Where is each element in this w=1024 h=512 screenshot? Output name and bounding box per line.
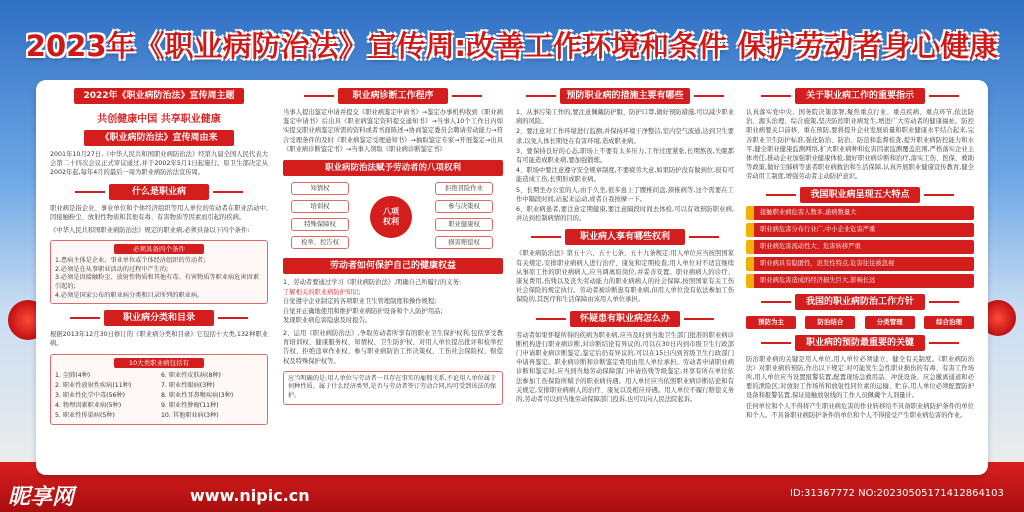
right-item: 检举、控告权 [291, 236, 349, 249]
right-item: 职业健康权 [435, 218, 493, 231]
theme-slogan: 共创健康中国 共享职业健康 [97, 114, 221, 125]
prevent-item: 2、要注意对工作环境进行监测,并保持环境干净整洁,室内空气流通,达到卫生要求,以免人体长期处在有害环境,造成职业病。 [516, 128, 734, 145]
page-title: 2023年《职业病防治法》宣传周:改善工作环境和条件 保护劳动者身心健康 [25, 29, 999, 63]
protect-header: 劳动者如何保护自己的健康权益 [283, 258, 503, 274]
prevent-header: 预防职业病的措施主要有哪些 [560, 88, 690, 104]
conditions-box [50, 240, 268, 304]
category-item: 1. 尘肺(4种) [55, 371, 91, 379]
protect-item: 了解相关的职业病防护知识; [283, 289, 361, 297]
protect-text-2: 2、运用《职业病防治法》,争取劳动者所享有的职业卫生保护权利,包括享受教育培训权、健康服务权、知情权、卫生防护权、对用人单位提出批评和检举控告权、拒绝违章作业权、参与职业病防治工作决策权、工伤社会保险权、赔偿权及特殊保护权等。 [283, 330, 503, 365]
condition-item: 4.必须是国家公布的职业病分类和目录所列的职业病。 [55, 291, 204, 299]
protect-item: 自觉遵守企业制定的各项职业卫生管理制度和操作规程; [283, 298, 437, 306]
feature-item: 接触职业病危害人数多,患病数量大 [746, 206, 974, 220]
category-item: 6. 职业性皮肤病(8种) [161, 371, 221, 379]
category-item: 4. 物理因素职业病(5种) [55, 401, 122, 409]
watermark-url: www.nipic.cn [190, 486, 310, 505]
column-1 [50, 88, 268, 468]
suspect-header: 怀疑患有职业病怎么办 [570, 311, 680, 327]
condition-item: 3.必须是因接触粉尘、放射性物质和其他有毒、有害物质等职业病危害因素引起的; [55, 274, 259, 290]
conditions-header: 必须具备四个条件 [114, 244, 204, 254]
feature-item: 职业病危害流动性大、危害转移严重 [746, 240, 974, 254]
eight-rights-diagram [283, 182, 503, 252]
right-item: 拒绝冒险作业 [435, 182, 493, 195]
notice-box [283, 371, 503, 405]
condition-item: 2.必须是在从事职业活动的过程中产生的; [55, 265, 169, 273]
category-item: 5. 职业性传染病(5种) [55, 411, 115, 419]
ten-categories-box [50, 354, 268, 425]
protect-item: 发现职业病危害隐患及时报告。 [283, 316, 372, 324]
policy-item: 综合治理 [924, 316, 974, 329]
category-item: 8. 职业性耳鼻喉疾病(3种) [161, 391, 234, 399]
policy-header: 我国的职业病防治工作方针 [795, 294, 925, 310]
prevent-item: 1、从事污染工作的,要注意佩戴防护服、防护口罩,做好预防措施,可以减少职业病的风险。 [516, 109, 734, 126]
ten-categories-header: 10大类职业病包括有 [114, 358, 204, 368]
instruction-header: 关于职业病工作的重要指示 [795, 88, 925, 104]
origin-text: 2001年10月27日,《中华人民共和国职业病防治法》经第九届全国人民代表大会第二十四次会议正式审议通过,并于2002年5月1日起施行。原卫生部决定从2002年起,每年4月的最后一周为职业病防治法宣传周。 [50, 151, 268, 177]
catalog-header: 职业病分类和目录 [104, 310, 214, 326]
feature-item: 职业病危害造成的经济损失巨大,影响长远 [746, 274, 974, 288]
procedure-header: 职业病诊断工作程序 [338, 88, 448, 104]
instruction-text: 认真落实党中央、国务院决策部署,聚焦重点行业、重点疾病、重点环节,依法防治、源头治理、综合施策,坚决防控职业病发生,增进广大劳动者的健康福祉。防控职业病要关口前移、重在预防,要将提升企业发展质量和职业健康水平结合起来,完善职业卫生防护标准,强化防治、防治、防范和监督检查,提升职业病防控能力和水平,健全职业健康监测网络,扩大职业病种和危害因素监测覆盖范围,严格落实企业主体责任,推动企业加强职业健康体检,做好职业病诊断和治疗,落实工伤、医保、救助等政策,做好尘肺病等患者职业病救治和生活保障,认真开展职业健康宣传教育,健全劳动用工制度,增强劳动者主动防护意识。 [746, 109, 974, 181]
prevent-item: 3、要保持良好的心态,职场上不要有太多压力,工作过度紧张,长期熬夜,失眠都有可能造成职业病,要加强锻炼。 [516, 147, 734, 165]
policy-item: 分类管理 [865, 316, 915, 329]
feature-header: 我国职业病呈现五大特点 [800, 187, 920, 203]
watermark-logo: 昵享网 [8, 485, 75, 510]
column-4 [746, 88, 974, 468]
patient-rights-text: 《职业病防治法》第五十六、五十七条、五十九条规定:用人单位应当按照国家有关规定,安排职业病病人进行治疗、康复和定期检查;用人单位对不适宜继续从事原工作的职业病病人,应当调离原岗位,并妥善安置。职业病病人的诊疗、康复费用,伤残以及丧失劳动能力的职业病病人的社会保障,按照国家有关工伤社会保险的规定执行。劳动者被诊断患有职业病,但用人单位没有依法参加工伤保险的,其医疗和生活保障由该用人单位承担。 [516, 250, 734, 304]
suspect-text: 劳动者如果怀疑所得的疾病为职业病,应当及时到当地卫生部门批准的职业病诊断机构进行职业病诊断,对诊断结论有异议的,可以在30日内到市级卫生行政部门申请职业病诊断鉴定,鉴定后仍有异议的,可以在15日内到省级卫生行政部门申请再鉴定。职业病诊断和诊断鉴定费用由用人单位承担。劳动者申请职业病诊断和鉴定时,应当到当地劳动保障部门申请伤残等级鉴定,并享有所在单位依法参加工伤保险所赋予的职业病待遇。用人单位应当依照职业病诊断结论和有关规定,安排职业病病人的治疗、康复以及相应待遇。用人单位不履行赔偿义务的,劳动者可以到当地劳动保障部门投诉,也可以向人民法院起诉。 [516, 331, 734, 404]
theme-header: 2022年《职业病防治法》宣传周主题 [74, 88, 244, 104]
column-3 [516, 88, 734, 468]
what-text-2: 《中华人民共和国职业病防治法》规定的职业病,必须具备以下四个条件: [50, 227, 250, 235]
watermark-id: ID:31367772 NO:20230505171412864103 [790, 488, 1004, 499]
right-item: 知情权 [291, 182, 349, 195]
what-text-1: 职业病是指企业、事业单位和个体经济组织等用人单位的劳动者在职业活动中,因接触粉尘、放射性物质和其他有毒、有害物质等因素而引起的疾病。 [50, 204, 268, 221]
protect-item: 自觉并正确地使用和维护职业病防护设备和个人防护用品; [283, 307, 443, 315]
feature-item: 职业病具有隐匿性、迟发性特点,危害往往被忽视 [746, 257, 974, 271]
feature-item: 职业病危害分布行业广,中小企业危害严重 [746, 223, 974, 237]
rights-center-label: 八项 权利 [383, 207, 399, 227]
rights-header: 职业病防治法赋予劳动者的八项权利 [283, 160, 503, 176]
policy-item: 预防为主 [746, 316, 796, 329]
policy-item: 防治结合 [805, 316, 855, 329]
condition-item: 1.患病主体是企业、事业单位或个体经济组织的劳动者; [55, 257, 206, 265]
key-header: 职业病的预防最重要的关键 [795, 335, 925, 351]
prevent-item: 5、长期坐办公室的人,由于久坐,很多患上了腰椎间盘,颈椎病等,这个需要在工作中隔段时间,站起来运动,或者自我按摩一下。 [516, 186, 734, 203]
protect-text-1: 1、劳动者要通过学习《职业病防治法》,明确自己所履行的义务: [283, 279, 462, 287]
policy-row [746, 316, 974, 329]
category-item: 10. 其他职业病(3种) [161, 411, 219, 419]
key-text: 防治职业病的关键是用人单位,用人单位必须建立、健全有关制度。《职业病防治法》对职业病的预防,作出以下规定:对可能发生急性职业损伤的有毒、有害工作场所,用人单位应当设置报警装置,配置现场急救用品、冲洗设备、应急撤离通道和必要的泄险区;对放射工作场所和放射性同位素的运输、贮存,用人单位必须配置防护设备和报警装置,保证接触放射线的工作人员佩戴个人剂量计。 [746, 355, 974, 400]
category-item: 7. 职业性眼病(3种) [161, 381, 215, 389]
right-item: 培训权 [291, 200, 349, 213]
notice-text: 应当明确的是:用人单位与劳动者一旦存在事实的雇佣关系,不论用人单位属于何种性质、属于什么经济类型,是否与劳动者签订劳动合同,均可受到该法的保护。 [288, 374, 497, 400]
prevent-item: 6、职业病患者,要注意定期健康,要注意隔段时间去体检,可以有效预防职业病,并达到控制病情的目的。 [516, 206, 734, 223]
category-item: 3. 职业性化学中毒(56种) [55, 391, 126, 399]
key-text-2: 任何单位和个人不得将产生职业病危害的作业转移给不具备职业病防护条件的单位和个人。不具备职业病防护条件的单位和个人不得接受产生职业病危害的作业。 [746, 402, 974, 419]
origin-header: 《职业病防治法》宣传周由来 [84, 130, 234, 146]
catalog-text: 根据2013年12月30日修订的《职业病分类和目录》它包括十大类,132种职业病。 [50, 331, 268, 348]
right-item: 参与决策权 [435, 200, 493, 213]
right-item: 损害赔偿权 [435, 236, 493, 249]
feature-list [746, 206, 974, 288]
rights-center [370, 196, 412, 238]
column-2 [283, 88, 503, 468]
procedure-text: 当事人提出鉴定申请并提交《职业病鉴定申请书》→鉴定办事机构收到《职业病鉴定申请书》后出具《职业病鉴定资料提交通知书》→当事人10个工作日内如实提交职业病鉴定所需的资料或者书面陈述→协商鉴定委员会聘请劳动能力→符合受理条件的及时《职业病鉴定受理通知书》→抽取鉴定专家→开展鉴定→出具《职业病诊断鉴定书》→当事人领取《职业病诊断鉴定书》 [283, 109, 503, 153]
category-item: 2. 职业性放射性疾病(11种) [55, 381, 132, 389]
right-item: 特殊保障权 [291, 218, 349, 231]
patient-rights-header: 职业病人享有哪些权利 [565, 229, 685, 245]
category-item: 9. 职业性肿瘤(11种) [161, 401, 219, 409]
what-header: 什么是职业病 [109, 184, 209, 200]
prevent-item: 4、职场中要注意遵守安全规章制度,不要疲劳大意,如果防护没有做到位,很有可能造成工伤,长期形成职业病。 [516, 167, 734, 184]
